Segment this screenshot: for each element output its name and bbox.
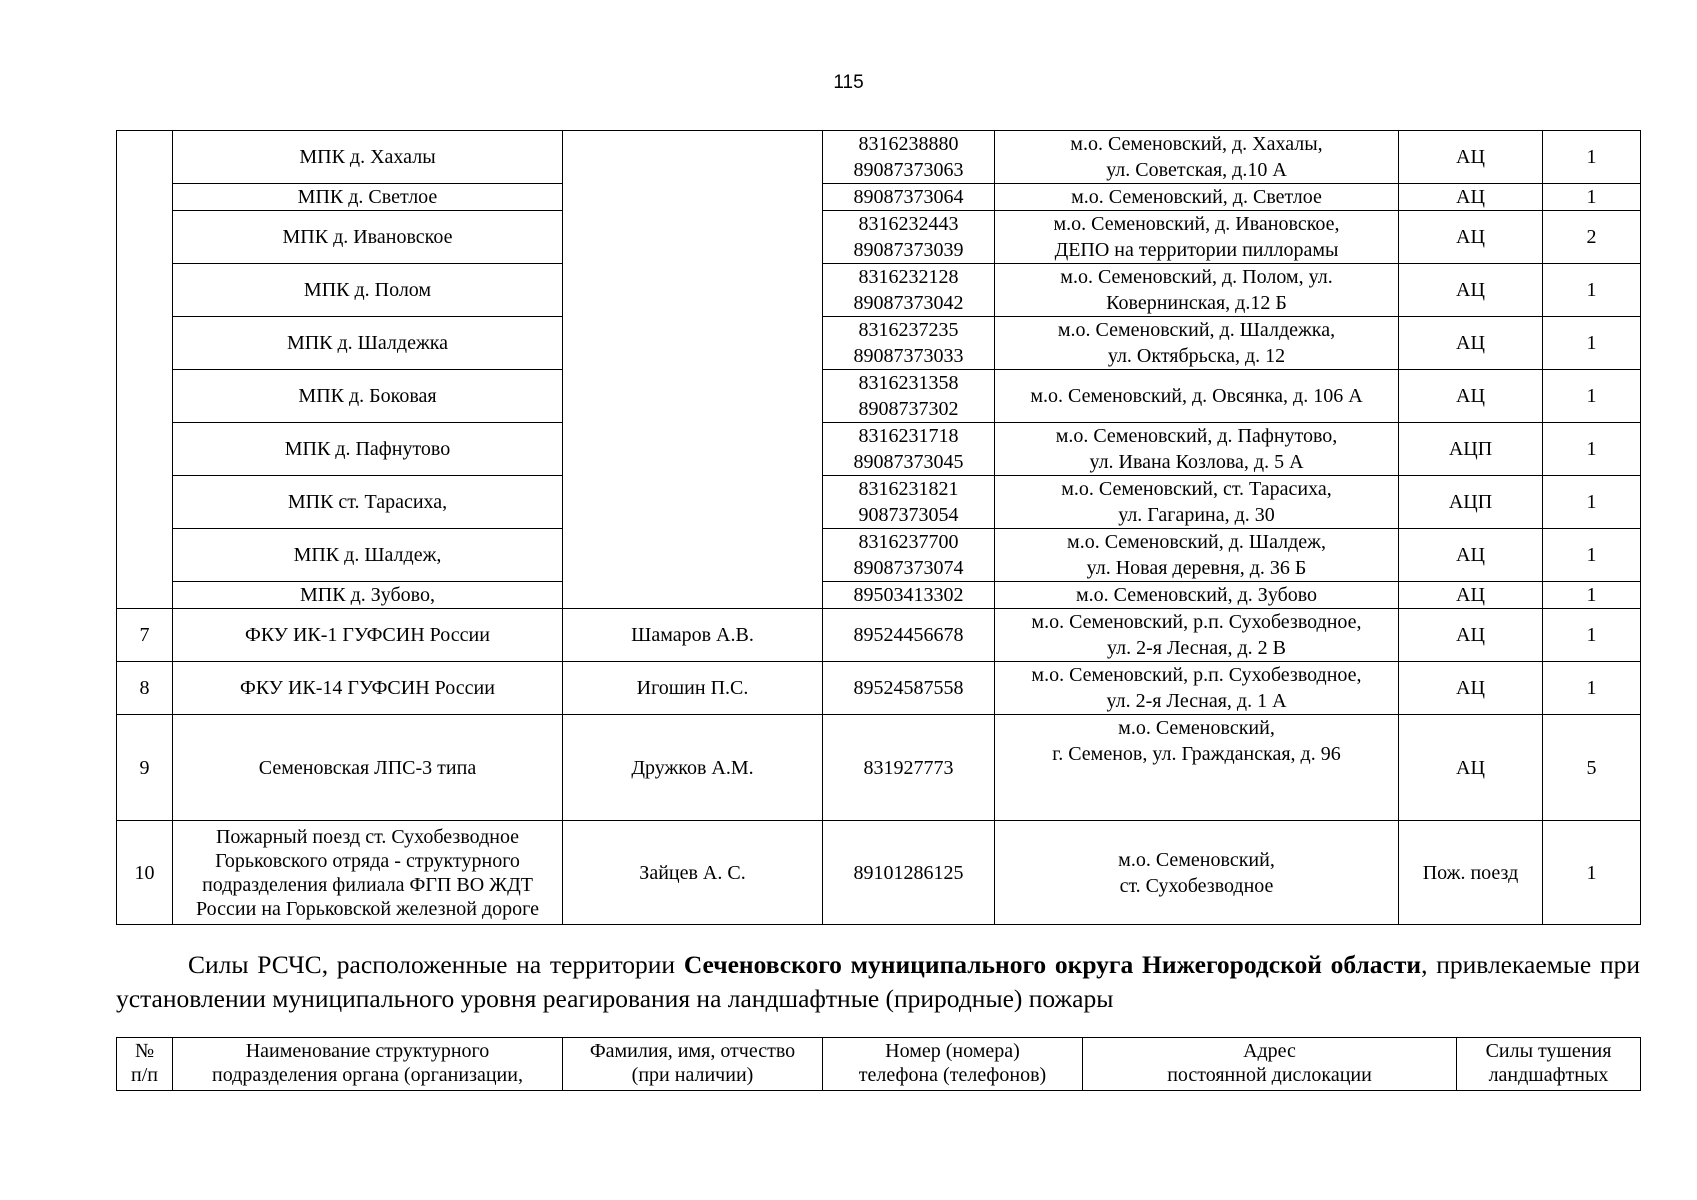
table-row xyxy=(117,821,1641,925)
table-row xyxy=(117,662,1641,715)
table-row xyxy=(117,476,1641,529)
unit-name: МПК д. Боковая xyxy=(173,370,563,423)
header-col-forces: Силы тушения ландшафтных xyxy=(1457,1038,1641,1091)
phone: 8316232443 89087373039 xyxy=(823,211,995,264)
page-number: 115 xyxy=(833,72,864,93)
phone: 8316238880 89087373063 xyxy=(823,131,995,184)
unit-name: МПК д. Полом xyxy=(173,264,563,317)
vehicle-type: АЦ xyxy=(1399,184,1543,211)
vehicle-count: 1 xyxy=(1543,662,1641,715)
vehicle-count: 1 xyxy=(1543,184,1641,211)
phone: 89087373064 xyxy=(823,184,995,211)
phone: 89503413302 xyxy=(823,582,995,609)
row-number: 7 xyxy=(117,609,173,662)
unit-name: МПК д. Ивановское xyxy=(173,211,563,264)
merged-person-cell xyxy=(563,131,823,609)
phone: 8316232128 89087373042 xyxy=(823,264,995,317)
section-heading-text-end: , привлекаемые при установлении муниципального уровня реагирования на ландшафтные (природные) пожары xyxy=(116,950,1640,1013)
vehicle-count: 1 xyxy=(1543,529,1641,582)
section-heading xyxy=(116,948,1640,1016)
address: м.о. Семеновский, д. Шалдеж, ул. Новая деревня, д. 36 Б xyxy=(995,529,1399,582)
vehicle-count: 1 xyxy=(1543,609,1641,662)
address: м.о. Семеновский, д. Зубово xyxy=(995,582,1399,609)
vehicle-type: АЦ xyxy=(1399,662,1543,715)
table-row xyxy=(117,423,1641,476)
unit-name: МПК д. Шалдежка xyxy=(173,317,563,370)
unit-name: Семеновская ЛПС-3 типа xyxy=(173,715,563,821)
vehicle-type: АЦ xyxy=(1399,582,1543,609)
address: м.о. Семеновский, д. Хахалы, ул. Советская, д.10 А xyxy=(995,131,1399,184)
vehicle-count: 1 xyxy=(1543,423,1641,476)
phone: 89101286125 xyxy=(823,821,995,925)
address: м.о. Семеновский, г. Семенов, ул. Гражданская, д. 96 xyxy=(995,715,1399,821)
vehicle-type: АЦ xyxy=(1399,131,1543,184)
responsible-person: Зайцев А. С. xyxy=(563,821,823,925)
unit-name: МПК д. Светлое xyxy=(173,184,563,211)
table-row xyxy=(117,370,1641,423)
vehicle-type: АЦ xyxy=(1399,211,1543,264)
vehicle-type: АЦП xyxy=(1399,423,1543,476)
fire-forces-table-body xyxy=(117,131,1641,925)
table-row xyxy=(117,715,1641,821)
header-col-phone: Номер (номера) телефона (телефонов) xyxy=(823,1038,1083,1091)
table-row xyxy=(117,184,1641,211)
vehicle-type: АЦП xyxy=(1399,476,1543,529)
address: м.о. Семеновский, ст. Тарасиха, ул. Гагарина, д. 30 xyxy=(995,476,1399,529)
vehicle-count: 1 xyxy=(1543,370,1641,423)
unit-name: МПК ст. Тарасиха, xyxy=(173,476,563,529)
vehicle-type: АЦ xyxy=(1399,715,1543,821)
vehicle-count: 1 xyxy=(1543,582,1641,609)
table-row xyxy=(117,609,1641,662)
vehicle-count: 2 xyxy=(1543,211,1641,264)
table-row xyxy=(117,264,1641,317)
table-row xyxy=(117,317,1641,370)
unit-name: ФКУ ИК-14 ГУФСИН России xyxy=(173,662,563,715)
header-col-address: Адрес постоянной дислокации xyxy=(1083,1038,1457,1091)
unit-name: МПК д. Шалдеж, xyxy=(173,529,563,582)
vehicle-count: 1 xyxy=(1543,821,1641,925)
header-col-full-name: Фамилия, имя, отчество (при наличии) xyxy=(563,1038,823,1091)
phone: 89524456678 xyxy=(823,609,995,662)
header-col-number: № п/п xyxy=(117,1038,173,1091)
vehicle-type: АЦ xyxy=(1399,609,1543,662)
table-row xyxy=(117,131,1641,184)
phone: 8316237235 89087373033 xyxy=(823,317,995,370)
responsible-person: Дружков А.М. xyxy=(563,715,823,821)
vehicle-count: 1 xyxy=(1543,131,1641,184)
phone: 8316231358 8908737302 xyxy=(823,370,995,423)
row-number: 10 xyxy=(117,821,173,925)
next-table-header xyxy=(116,1037,1641,1091)
vehicle-count: 5 xyxy=(1543,715,1641,821)
address: м.о. Семеновский, д. Шалдежка, ул. Октябрьска, д. 12 xyxy=(995,317,1399,370)
fire-forces-table xyxy=(116,130,1641,925)
phone: 831927773 xyxy=(823,715,995,821)
vehicle-type: АЦ xyxy=(1399,529,1543,582)
phone: 8316231821 9087373054 xyxy=(823,476,995,529)
section-heading-text: Силы РСЧС, расположенные на территории xyxy=(188,950,684,979)
address: м.о. Семеновский, р.п. Сухобезводное, ул. 2-я Лесная, д. 1 А xyxy=(995,662,1399,715)
section-heading-region: Сеченовского муниципального округа Нижегородской области xyxy=(683,950,1422,979)
table-row xyxy=(117,582,1641,609)
address: м.о. Семеновский, р.п. Сухобезводное, ул. 2-я Лесная, д. 2 В xyxy=(995,609,1399,662)
phone: 8316237700 89087373074 xyxy=(823,529,995,582)
unit-name: МПК д. Зубово, xyxy=(173,582,563,609)
vehicle-count: 1 xyxy=(1543,476,1641,529)
address: м.о. Семеновский, д. Ивановское, ДЕПО на территории пиллорамы xyxy=(995,211,1399,264)
phone: 89524587558 xyxy=(823,662,995,715)
address: м.о. Семеновский, ст. Сухобезводное xyxy=(995,821,1399,925)
phone: 8316231718 89087373045 xyxy=(823,423,995,476)
responsible-person: Шамаров А.В. xyxy=(563,609,823,662)
vehicle-type: АЦ xyxy=(1399,317,1543,370)
vehicle-type: АЦ xyxy=(1399,370,1543,423)
vehicle-count: 1 xyxy=(1543,264,1641,317)
table-row xyxy=(117,529,1641,582)
address: м.о. Семеновский, д. Пафнутово, ул. Ивана Козлова, д. 5 А xyxy=(995,423,1399,476)
header-col-unit-name: Наименование структурного подразделения органа (организации, xyxy=(173,1038,563,1091)
header-row xyxy=(117,1038,1641,1091)
vehicle-count: 1 xyxy=(1543,317,1641,370)
row-number: 9 xyxy=(117,715,173,821)
unit-name: МПК д. Хахалы xyxy=(173,131,563,184)
unit-name: ФКУ ИК-1 ГУФСИН России xyxy=(173,609,563,662)
address: м.о. Семеновский, д. Овсянка, д. 106 А xyxy=(995,370,1399,423)
vehicle-type: Пож. поезд xyxy=(1399,821,1543,925)
merged-number-cell xyxy=(117,131,173,609)
unit-name: МПК д. Пафнутово xyxy=(173,423,563,476)
row-number: 8 xyxy=(117,662,173,715)
table-row xyxy=(117,211,1641,264)
responsible-person: Игошин П.С. xyxy=(563,662,823,715)
address: м.о. Семеновский, д. Полом, ул. Ковернинская, д.12 Б xyxy=(995,264,1399,317)
unit-name: Пожарный поезд ст. Сухобезводное Горьковского отряда - структурного подразделения филиала ФГП ВО ЖДТ России на Горьковской железной дороге xyxy=(173,821,563,925)
address: м.о. Семеновский, д. Светлое xyxy=(995,184,1399,211)
vehicle-type: АЦ xyxy=(1399,264,1543,317)
